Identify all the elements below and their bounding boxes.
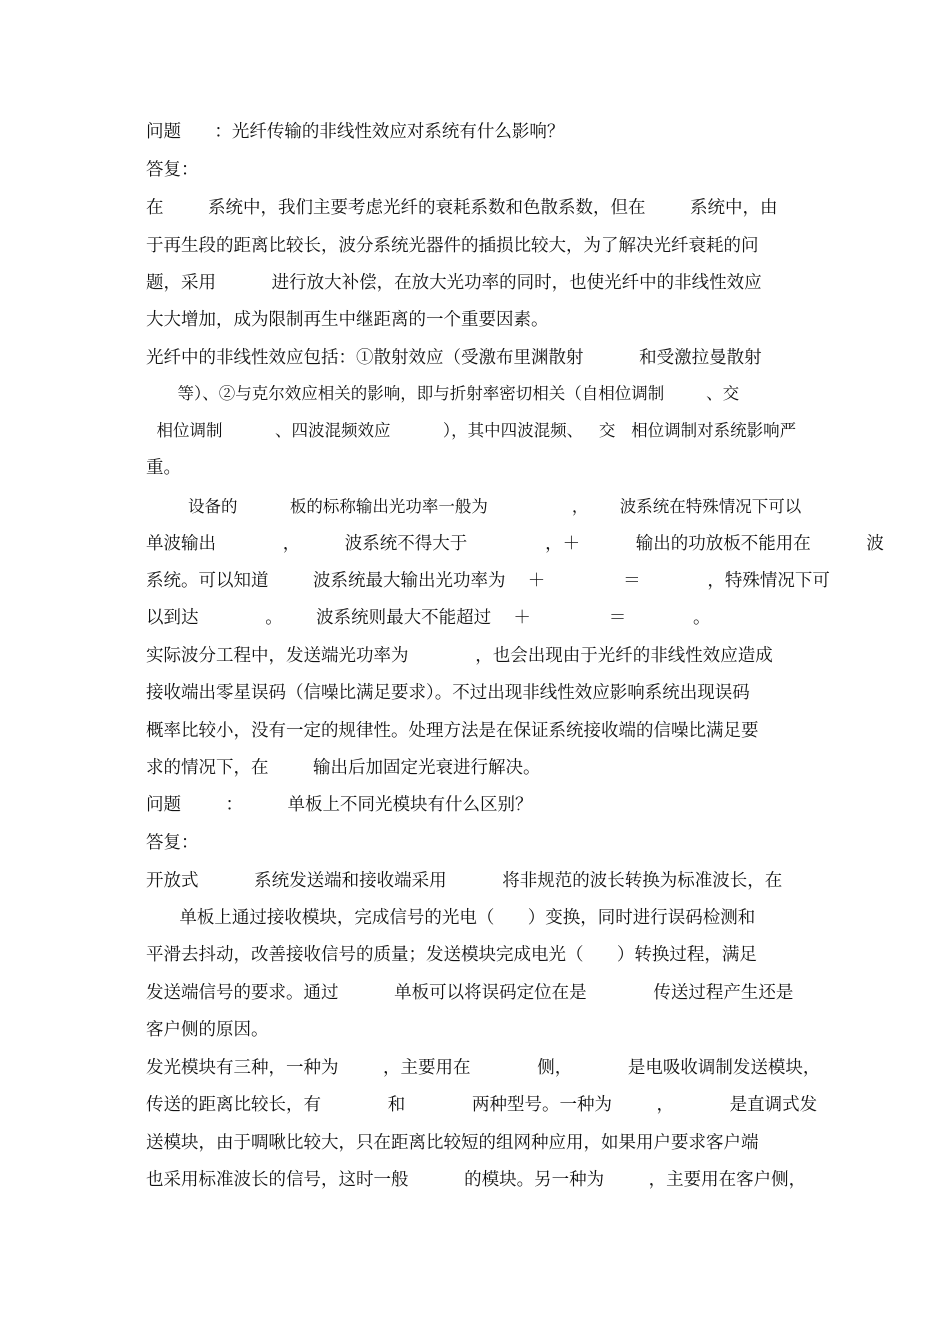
paragraph-line: 也采用标准波长的信号，这时一般 的模块。另一种为 ，主要用在客户侧， — [146, 1170, 807, 1190]
paragraph-line: 以到达 。 波系统则最大不能超过 ＋ ＝ 。 — [146, 608, 711, 628]
paragraph-line: 开放式 系统发送端和接收端采用 将非规范的波长转换为标准波长，在 — [146, 871, 783, 891]
paragraph-line: 题，采用 进行放大补偿，在放大光功率的同时，也使光纤中的非线性效应 — [146, 273, 762, 293]
heading-question-1: 问题 ：光纤传输的非线性效应对系统有什么影响？ — [146, 122, 565, 142]
paragraph-line: 客户侧的原因。 — [146, 1020, 269, 1040]
paragraph-line: 送模块，由于啁啾比较大，只在距离比较短的组网种应用，如果用户要求客户端 — [146, 1133, 759, 1153]
paragraph-line: 光纤中的非线性效应包括：①散射效应（受激布里渊散射 和受激拉曼散射 — [146, 348, 762, 368]
heading-answer-2: 答复： — [146, 833, 199, 853]
paragraph-line: 平滑去抖动，改善接收信号的质量；发送模块完成电光（ ）转换过程，满足 — [146, 945, 757, 965]
paragraph-line: 发送端信号的要求。通过 单板可以将误码定位在是 传送过程产生还是 — [146, 983, 794, 1003]
paragraph-line: 求的情况下，在 输出后加固定光衰进行解决。 — [146, 758, 541, 778]
paragraph-line: 概率比较小，没有一定的规律性。处理方法是在保证系统接收端的信噪比满足要 — [146, 721, 759, 741]
paragraph-line: 重。 — [146, 458, 181, 478]
heading-answer-1: 答复： — [146, 160, 199, 180]
paragraph-line: 发光模块有三种，一种为 ，主要用在 侧， 是电吸收调制发送模块， — [146, 1058, 821, 1078]
paragraph-line: 相位调制 、四波混频效应 ），其中四波混频、 交 相位调制对系统影响严 — [146, 421, 797, 440]
heading-question-2: 问题 ： 单板上不同光模块有什么区别？ — [146, 795, 533, 815]
paragraph-line: 设备的 板的标称输出光功率一般为 ， 波系统在特殊情况下可以 — [146, 497, 802, 516]
paragraph-line: 等）、②与克尔效应相关的影响，即与折射率密切相关（自相位调制 、交 — [146, 384, 740, 403]
paragraph-line: 实际波分工程中，发送端光功率为 ，也会出现由于光纤的非线性效应造成 — [146, 646, 773, 666]
paragraph-line: 单板上通过接收模块，完成信号的光电（ ）变换，同时进行误码检测和 — [146, 908, 756, 928]
paragraph-line: 在 系统中，我们主要考虑光纤的衰耗系数和色散系数，但在 系统中，由 — [146, 198, 778, 218]
paragraph-line: 传送的距离比较长，有 和 两种型号。一种为 ， 是直调式发 — [146, 1095, 818, 1115]
paragraph-line: 接收端出零星误码（信噪比满足要求）。不过出现非线性效应影响系统出现误码 — [146, 683, 750, 703]
paragraph-line: 单波输出 ， 波系统不得大于 ，＋ 输出的功放板不能用在 波 — [146, 534, 884, 554]
paragraph-line: 于再生段的距离比较长，波分系统光器件的插损比较大，为了解决光纤衰耗的问 — [146, 236, 759, 256]
paragraph-line: 大大增加，成为限制再生中继距离的一个重要因素。 — [146, 310, 549, 330]
paragraph-line: 系统。可以知道 波系统最大输出光功率为 ＋ ＝ ，特殊情况下可 — [146, 571, 830, 591]
